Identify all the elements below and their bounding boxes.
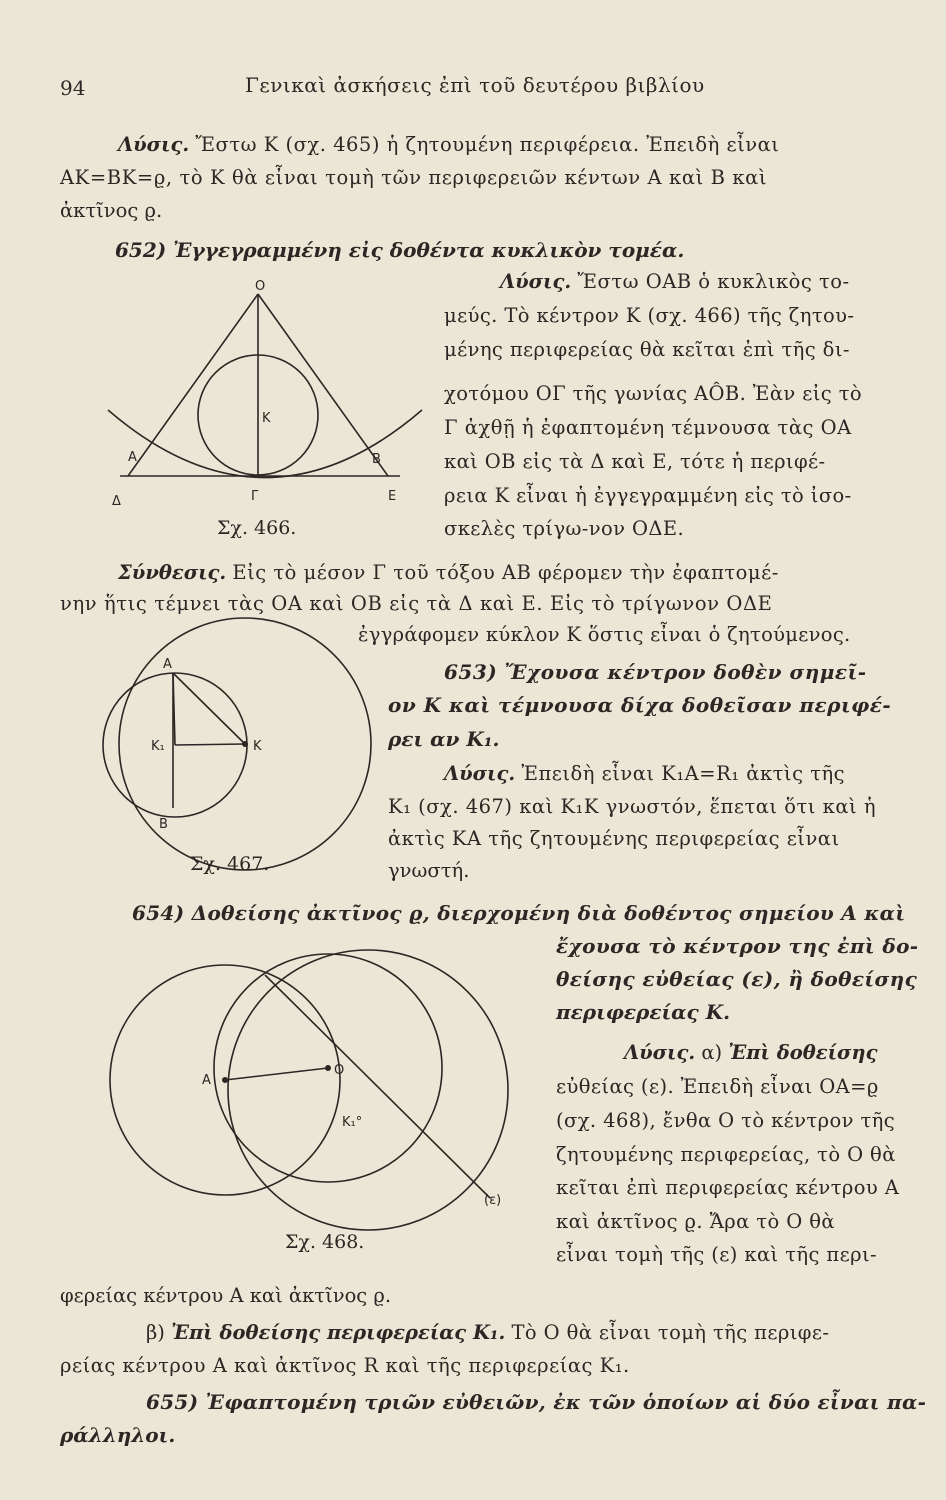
problem-title: 653) Ἔχουσα κέντρον δοθὲν σημεῖ- bbox=[444, 660, 867, 684]
text-line: κεῖται ἐπὶ περιφερείας κέντρου Α bbox=[556, 1176, 900, 1199]
text-line bbox=[444, 764, 845, 784]
figure-466 bbox=[100, 280, 430, 520]
text-line: Ἔστω Κ (σχ. 465) ἡ ζητουμένη περιφέρεια. Ἐπειδὴ εἶναι bbox=[195, 133, 780, 156]
problem-title: ἔχουσα τὸ κέντρον της ἐπὶ δο- bbox=[556, 934, 919, 958]
label-K: Κ bbox=[262, 411, 271, 426]
case-marker: β) bbox=[146, 1321, 165, 1344]
line-e bbox=[265, 975, 490, 1198]
label-e: (ε) bbox=[484, 1193, 502, 1208]
label-K1: Κ₁° bbox=[342, 1115, 363, 1130]
figure-467 bbox=[95, 640, 385, 840]
text-line: νην ἥτις τέμνει τὰς ΟΑ καὶ ΟΒ εἰς τὰ Δ καὶ Ε. Εἰς τὸ τρίγωνον ΟΔΕ bbox=[60, 592, 773, 615]
solution-paragraph bbox=[118, 135, 779, 155]
label-O: Ο bbox=[334, 1063, 345, 1078]
text-line bbox=[500, 272, 850, 292]
text-line: Ἔστω ΟΑΒ ὁ κυκλικὸς το- bbox=[577, 270, 850, 293]
label-A: Α bbox=[163, 657, 172, 672]
solution-label: Λύσις. bbox=[444, 762, 516, 785]
text-line: ρεια Κ εἶναι ἡ ἐγγεγραμμένη εἰς τὸ ἰσο- bbox=[444, 484, 852, 507]
text-line: καὶ ἀκτῖνος ϱ. Ἄρα τὸ Ο θὰ bbox=[556, 1210, 835, 1233]
case-title: Ἐπὶ δοθείσης bbox=[728, 1041, 878, 1064]
segment-K1K bbox=[175, 744, 245, 745]
problem-title: ράλληλοι. bbox=[60, 1423, 176, 1447]
text-line: φερείας κέντρου Α καὶ ἀκτῖνος ϱ. bbox=[60, 1284, 392, 1307]
text-line: εὐθείας (ε). Ἐπειδὴ εἶναι ΟΑ=ϱ bbox=[556, 1075, 879, 1098]
solution-label: Λύσις. bbox=[624, 1041, 696, 1064]
figure-caption: Σχ. 468. bbox=[285, 1231, 365, 1253]
label-B: Β bbox=[372, 452, 381, 467]
problem-title: περιφερείας Κ. bbox=[556, 1000, 731, 1024]
text-line: μεύς. Τὸ κέντρον Κ (σχ. 466) τῆς ζητου- bbox=[444, 304, 855, 327]
problem-title: ρει αν Κ₁. bbox=[388, 727, 500, 751]
radius-AO bbox=[225, 1068, 328, 1080]
label-K1: Κ₁ bbox=[151, 739, 165, 754]
text-line: ἀκτὶς ΚΑ τῆς ζητουμένης περιφερείας εἶναι bbox=[388, 827, 840, 850]
case-marker: α) bbox=[701, 1041, 723, 1064]
label-E: Ε bbox=[388, 489, 397, 504]
text-line bbox=[624, 1043, 877, 1063]
case-title: Ἐπὶ δοθείσης περιφερείας Κ₁. bbox=[171, 1321, 506, 1344]
text-line: Κ₁ (σχ. 467) καὶ Κ₁Κ γνωστόν, ἕπεται ὅτι καὶ ἡ bbox=[388, 795, 877, 818]
text-line: ἀκτῖνος ϱ. bbox=[60, 199, 163, 222]
label-A: Α bbox=[202, 1073, 211, 1088]
synthesis-label: Σύνθεσις. bbox=[118, 561, 227, 584]
problem-title: ον Κ καὶ τέμνουσα δίχα δοθεῖσαν περιφέ- bbox=[388, 693, 892, 717]
problem-title: 652) Ἐγγεγραμμένη εἰς δοθέντα κυκλικὸν τομέα. bbox=[115, 238, 685, 262]
problem-title: 654) Δοθείσης ἀκτῖνος ϱ, διερχομένη διὰ δοθέντος σημείου Α καὶ bbox=[132, 901, 906, 925]
label-O: Ο bbox=[255, 279, 266, 294]
point-K bbox=[243, 742, 247, 746]
text-line: μένης περιφερείας θὰ κεῖται ἐπὶ τῆς δι- bbox=[444, 338, 850, 361]
label-K: Κ bbox=[253, 739, 262, 754]
line-OE bbox=[258, 294, 388, 476]
figure-468 bbox=[90, 940, 530, 1210]
label-A: Α bbox=[128, 450, 137, 465]
label-B: Β bbox=[159, 817, 168, 832]
text-line: ζητουμένης περιφερείας, τὸ Ο θὰ bbox=[556, 1143, 896, 1166]
text-line: εἶναι τομὴ τῆς (ε) καὶ τῆς περι- bbox=[556, 1243, 878, 1266]
text-line bbox=[146, 1323, 829, 1343]
circle-center-K1 bbox=[228, 950, 508, 1230]
text-line: Τὸ Ο θὰ εἶναι τομὴ τῆς περιφε- bbox=[511, 1321, 830, 1344]
text-line: Ἐπειδὴ εἶναι Κ₁Α=R₁ ἀκτὶς τῆς bbox=[521, 762, 846, 785]
text-line: χοτόμου ΟΓ τῆς γωνίας ΑÔΒ. Ἐὰν εἰς τὸ bbox=[444, 382, 863, 405]
problem-title: 655) Ἐφαπτομένη τριῶν εὐθειῶν, ἐκ τῶν ὁποίων αἱ δύο εἶναι πα- bbox=[146, 1390, 927, 1414]
point-O bbox=[326, 1066, 330, 1070]
point-A bbox=[223, 1078, 227, 1082]
text-line: ἐγγράφομεν κύκλον Κ ὅστις εἶναι ὁ ζητούμενος. bbox=[358, 623, 851, 646]
text-line: (σχ. 468), ἔνθα Ο τὸ κέντρον τῆς bbox=[556, 1109, 896, 1132]
text-line: Γ ἀχθῇ ἡ ἐφαπτομένη τέμνουσα τὰς ΟΑ bbox=[444, 416, 852, 439]
figure-caption: Σχ. 466. bbox=[217, 517, 297, 539]
text-line: ρείας κέντρου Α καὶ ἀκτῖνος R καὶ τῆς περιφερείας Κ₁. bbox=[60, 1354, 630, 1377]
text-line: ΑΚ=ΒΚ=ϱ, τὸ Κ θὰ εἶναι τομὴ τῶν περιφερειῶν κέντων Α καὶ Β καὶ bbox=[60, 166, 768, 189]
radius-KA bbox=[173, 673, 245, 744]
text-line: καὶ ΟΒ εἰς τὰ Δ καὶ Ε, τότε ἡ περιφέ- bbox=[444, 450, 826, 473]
page-number: 94 bbox=[60, 76, 86, 100]
running-title: Γενικαὶ ἀσκήσεις ἐπὶ τοῦ δευτέρου βιβλίου bbox=[245, 73, 705, 97]
text-line: Εἰς τὸ μέσον Γ τοῦ τόξου ΑΒ φέρομεν τὴν ἐφαπτομέ- bbox=[232, 561, 779, 584]
label-G: Γ bbox=[251, 489, 259, 504]
synthesis-line bbox=[118, 563, 779, 583]
solution-label: Λύσις. bbox=[500, 270, 572, 293]
text-line: γνωστή. bbox=[388, 859, 470, 882]
figure-caption: Σχ. 467. bbox=[190, 853, 270, 875]
problem-title: θείσης εὐθείας (ε), ἢ δοθείσης bbox=[556, 967, 918, 991]
solution-label: Λύσις. bbox=[118, 133, 190, 156]
line-OD bbox=[128, 294, 258, 476]
text-line: σκελὲς τρίγω-νον ΟΔΕ. bbox=[444, 517, 685, 540]
label-D: Δ bbox=[112, 494, 121, 509]
